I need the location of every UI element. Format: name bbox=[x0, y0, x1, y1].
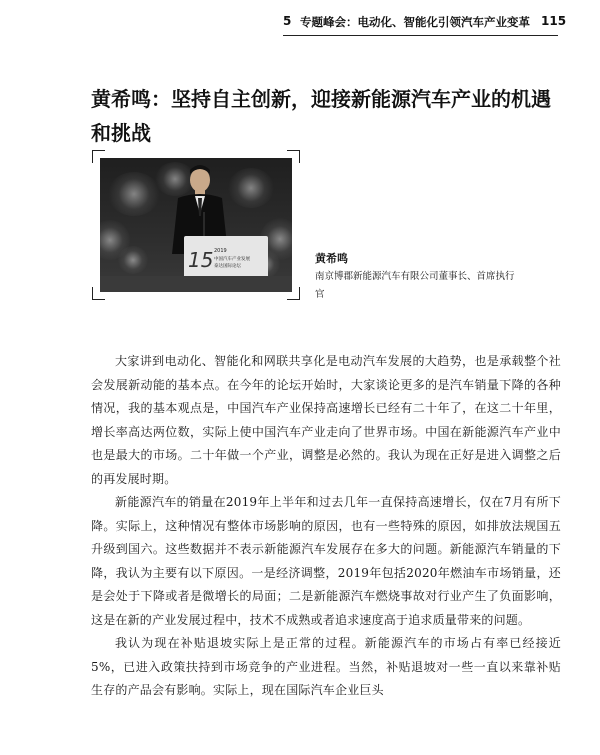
podium-line-2: 泰达国际论坛 bbox=[214, 264, 241, 269]
article-body bbox=[91, 350, 561, 703]
article-title: 黄希鸣：坚持自主创新，迎接新能源汽车产业的机遇和挑战 bbox=[91, 87, 551, 145]
podium-logo-number: 15 bbox=[188, 248, 214, 272]
podium-base bbox=[100, 276, 292, 292]
header-rule bbox=[283, 35, 558, 36]
running-title: 专题峰会：电动化、智能化引领汽车产业变革 bbox=[300, 15, 530, 29]
podium-year: 2019 bbox=[214, 248, 227, 254]
podium-line-1: 中国汽车产业发展 bbox=[214, 257, 250, 262]
caption-name: 黄希鸣 bbox=[315, 252, 348, 265]
paragraph: 我认为现在补贴退坡实际上是正常的过程。新能源汽车的市场占有率已经接近5%，已进入政策扶持到市场竞争的产业进程。当然，补贴退坡对一些一直以来靠补贴生存的产品会有影响。实际上，现在国际汽车企业巨头 bbox=[91, 636, 561, 697]
caption-title: 南京博郡新能源汽车有限公司董事长、首席执行官 bbox=[315, 271, 515, 300]
speaker-photo-frame bbox=[92, 150, 300, 300]
speaker-photo bbox=[100, 158, 292, 292]
running-header bbox=[0, 14, 600, 36]
chapter-number: 5 bbox=[283, 14, 292, 28]
paragraph: 新能源汽车的销量在2019年上半年和过去几年一直保持高速增长，仅在7月有所下降。实际上，这种情况有整体市场影响的原因，也有一些特殊的原因，如排放法规国五升级到国六。这些数据并不表示新能源汽车发展存在多大的问题。新能源汽车销量的下降，我认为主要有以下原因。一是经济调整，2019年包括2020年燃油车市场销量，还是会处于下降或者是微增长的局面；二是新能源汽车燃烧事故对行业产生了负面影响，这是在新的产业发展过程中，技术不成熟或者追求速度高于追求质量带来的问题。 bbox=[91, 495, 561, 627]
paragraph: 大家讲到电动化、智能化和网联共享化是电动汽车发展的大趋势，也是承载整个社会发展新动能的基本点。在今年的论坛开始时，大家谈论更多的是汽车销量下降的各种情况，我的基本观点是，中国汽车产业保持高速增长已经有二十年了，在这二十年里，增长率高达两位数，实际上使中国汽车产业走向了世界市场。中国在新能源汽车产业中也是最大的市场。二十年做一个产业，调整是必然的。我认为现在正好是进入调整之后的再发展时期。 bbox=[91, 354, 561, 486]
page-number: 115 bbox=[541, 14, 567, 28]
